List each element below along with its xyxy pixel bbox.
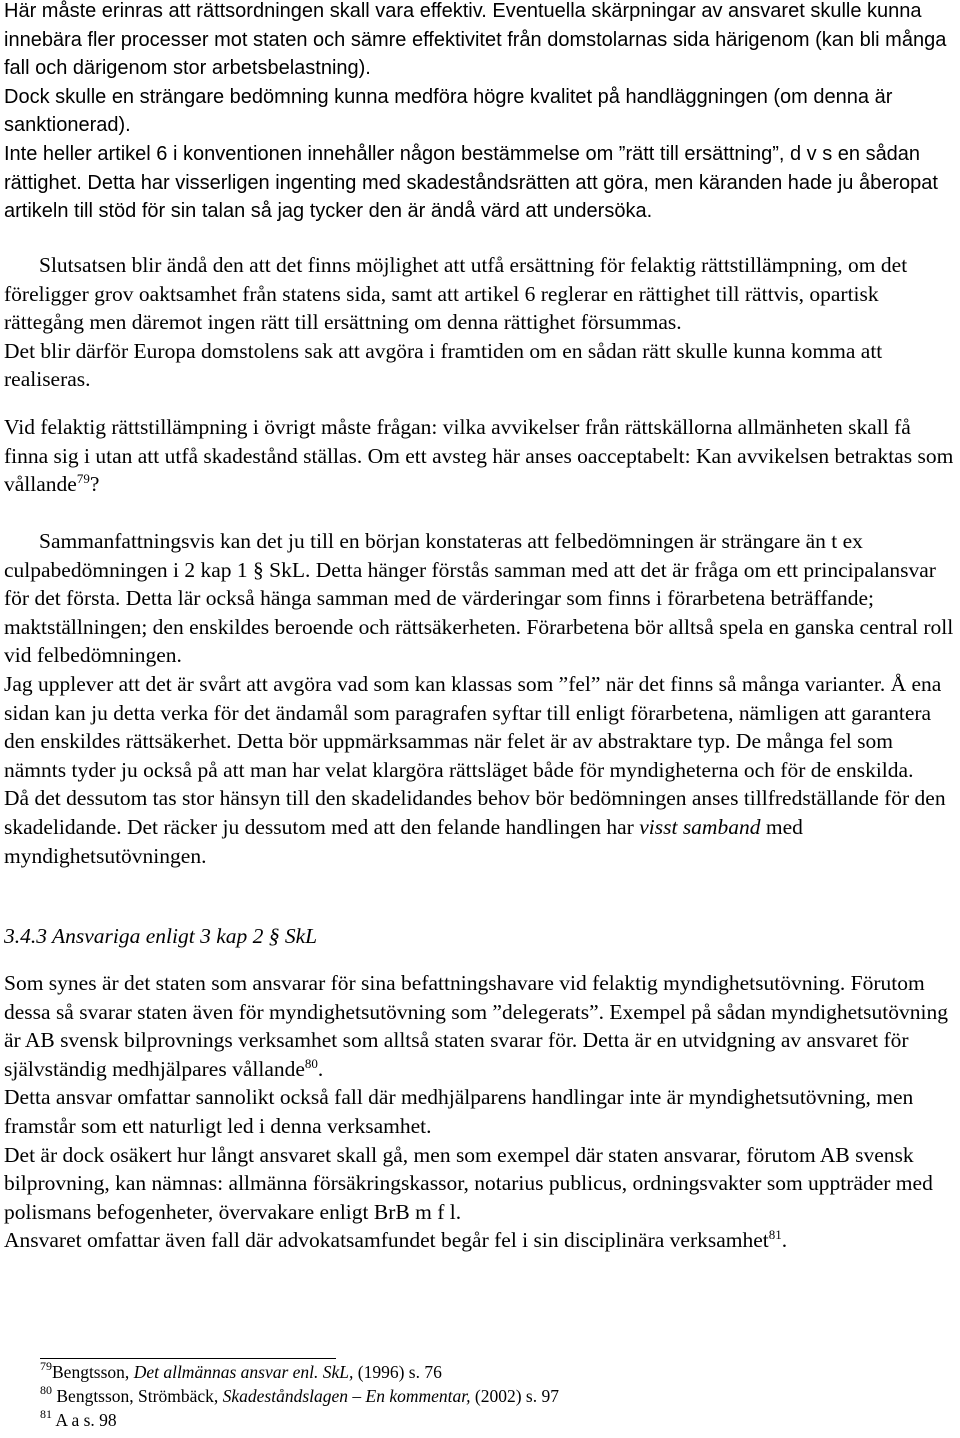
paragraph-summary: Sammanfattningsvis kan det ju till en början konstateras att felbedömningen är strängare än t ex culpabedömningen i 2 kap 1 § SkL. Detta hänger förstås samman med att det är fråga om ett principalansvar för det första. Detta lär också hänga samman med de värderingar som finns i förarbetena beträffande; maktställningen; den enskildes beroende och rättsäkerheten. Förarbetena bör alltså spela en ganska central roll vid felbedömningen.	[4, 529, 954, 668]
paragraph-injured-party: Då det dessutom tas stor hänsyn till den skadelidandes behov bör bedömningen anses tillfredställande för den skadelidande. Det räcker ju dessutom med att den felande handlingen har visst samband med myndighetsutövningen.	[4, 786, 946, 868]
paragraph-effectiveness: Här måste erinras att rättsordningen skall vara effektiv. Eventuella skärpningar av ansvaret skulle kunna innebära fler processer mot staten och sämre effektivitet från domstolarnas sida härigenom (kan bli många fall och därigenom stor arbetsbelastning).	[4, 0, 947, 80]
paragraph-assistant-actions: Detta ansvar omfattar sannolikt också fall där medhjälparens handlingar inte är myndighetsutövning, men framstår som ett naturligt led i denna verksamhet.	[4, 1085, 914, 1138]
footnote-81: $^{81}$ A a s. 98	[40, 1407, 117, 1430]
paragraph-variants: Jag upplever att det är svårt att avgöra vad som kan klassas som ”fel” när det finns så många varianter. Å ena sidan kan ju detta verka för det ändamål som paragrafen syftar till enligt förarbetena, nämligen att garantera den enskildes rättsäkerhet. Detta bör uppmärksammas när felet är av abstraktare typ. De många fel som nämnts tyder ju också på att man har velat klargöra rättsläget både för myndigheterna och för de enskilda.	[4, 671, 942, 782]
footnote-80: $^{80}$ Bengtsson, Strömbäck, Skadeståndslagen – En kommentar, (2002) s. 97	[40, 1383, 559, 1406]
paragraph-state-responsibility: Som synes är det staten som ansvarar för sina befattningshavare vid felaktig myndighetsutövning. Förutom dessa så svarar staten även för myndighetsutövning som ”delegerats”. Exempel på sådan myndighetsutövning är AB svensk bilprovnings verksamhet som alltså staten svarar för. Detta är en utvidgning av ansvaret för självständig medhjälpares vållande$^{80}$.	[4, 971, 948, 1081]
italic-phrase: visst samband	[639, 814, 761, 839]
section-heading	[4, 922, 960, 951]
footnote-ref-81: 81	[768, 1227, 782, 1243]
section-sans-paragraphs	[4, 0, 960, 226]
paragraph-article-6: Inte heller artikel 6 i konventionen innehåller någon bestämmelse om ”rätt till ersättning”, d v s en sådan rättighet. Detta har visserligen ingenting med skadeståndsrätten att göra, men käranden hade ju åberopat artikeln till stöd för sin talan så jag tycker den är ändå värd att undersöka.	[4, 142, 938, 223]
paragraph-conclusion: Slutsatsen blir ändå den att det finns möjlighet att utfå ersättning för felaktig rättstillämpning, om det föreligger grov oaktsamhet från statens sida, samt att artikel 6 reglerar en rättighet till rättvis, opartisk rättegång men däremot ingen rätt till ersättning om denna rättighet försummas.	[4, 253, 908, 335]
paragraph-examples: Det är dock osäkert hur långt ansvaret skall gå, men som exempel där staten ansvarar, förutom AB svensk bilprovning, kan nämnas: allmänna försäkringskassor, notarius publicus, ordningsvakter som uppträder med polismans befogenheter, övervakare enligt BrB m f l.	[4, 1142, 933, 1224]
paragraph-deviations: Vid felaktig rättstillämpning i övrigt måste frågan: vilka avvikelser från rättskällorna allmänheten skall få finna sig i utan att utfå skadestånd ställas. Om ett avsteg här anses oacceptabelt: Kan avvikelsen betraktas som vållande$^{79}$?	[4, 415, 954, 497]
section-responsible	[4, 969, 960, 1255]
footnote-ref-80: 80	[304, 1055, 318, 1071]
section-summary	[4, 527, 960, 870]
section-deviations	[4, 413, 960, 499]
paragraph-europe-court: Det blir därför Europa domstolens sak att avgöra i framtiden om en sådan rätt skulle kunna komma att realiseras.	[4, 338, 883, 392]
footnote-separator	[40, 1358, 336, 1359]
footnote-79: $^{79}$Bengtsson, Det allmännas ansvar enl. SkL, (1996) s. 76	[40, 1359, 442, 1382]
paragraph-bar-association: Ansvaret omfattar även fall där advokatsamfundet begår fel i sin disciplinära verksamhet$^{81}$.	[4, 1227, 788, 1253]
footnotes	[40, 1360, 559, 1432]
heading-3-4-3: 3.4.3 Ansvariga enligt 3 kap 2 § SkL	[4, 924, 318, 948]
footnote-ref-79: 79	[76, 471, 90, 487]
paragraph-stricter-assessment: Dock skulle en strängare bedömning kunna medföra högre kvalitet på handläggningen (om denna är sanktionerad).	[4, 85, 893, 137]
section-conclusion	[4, 251, 960, 394]
